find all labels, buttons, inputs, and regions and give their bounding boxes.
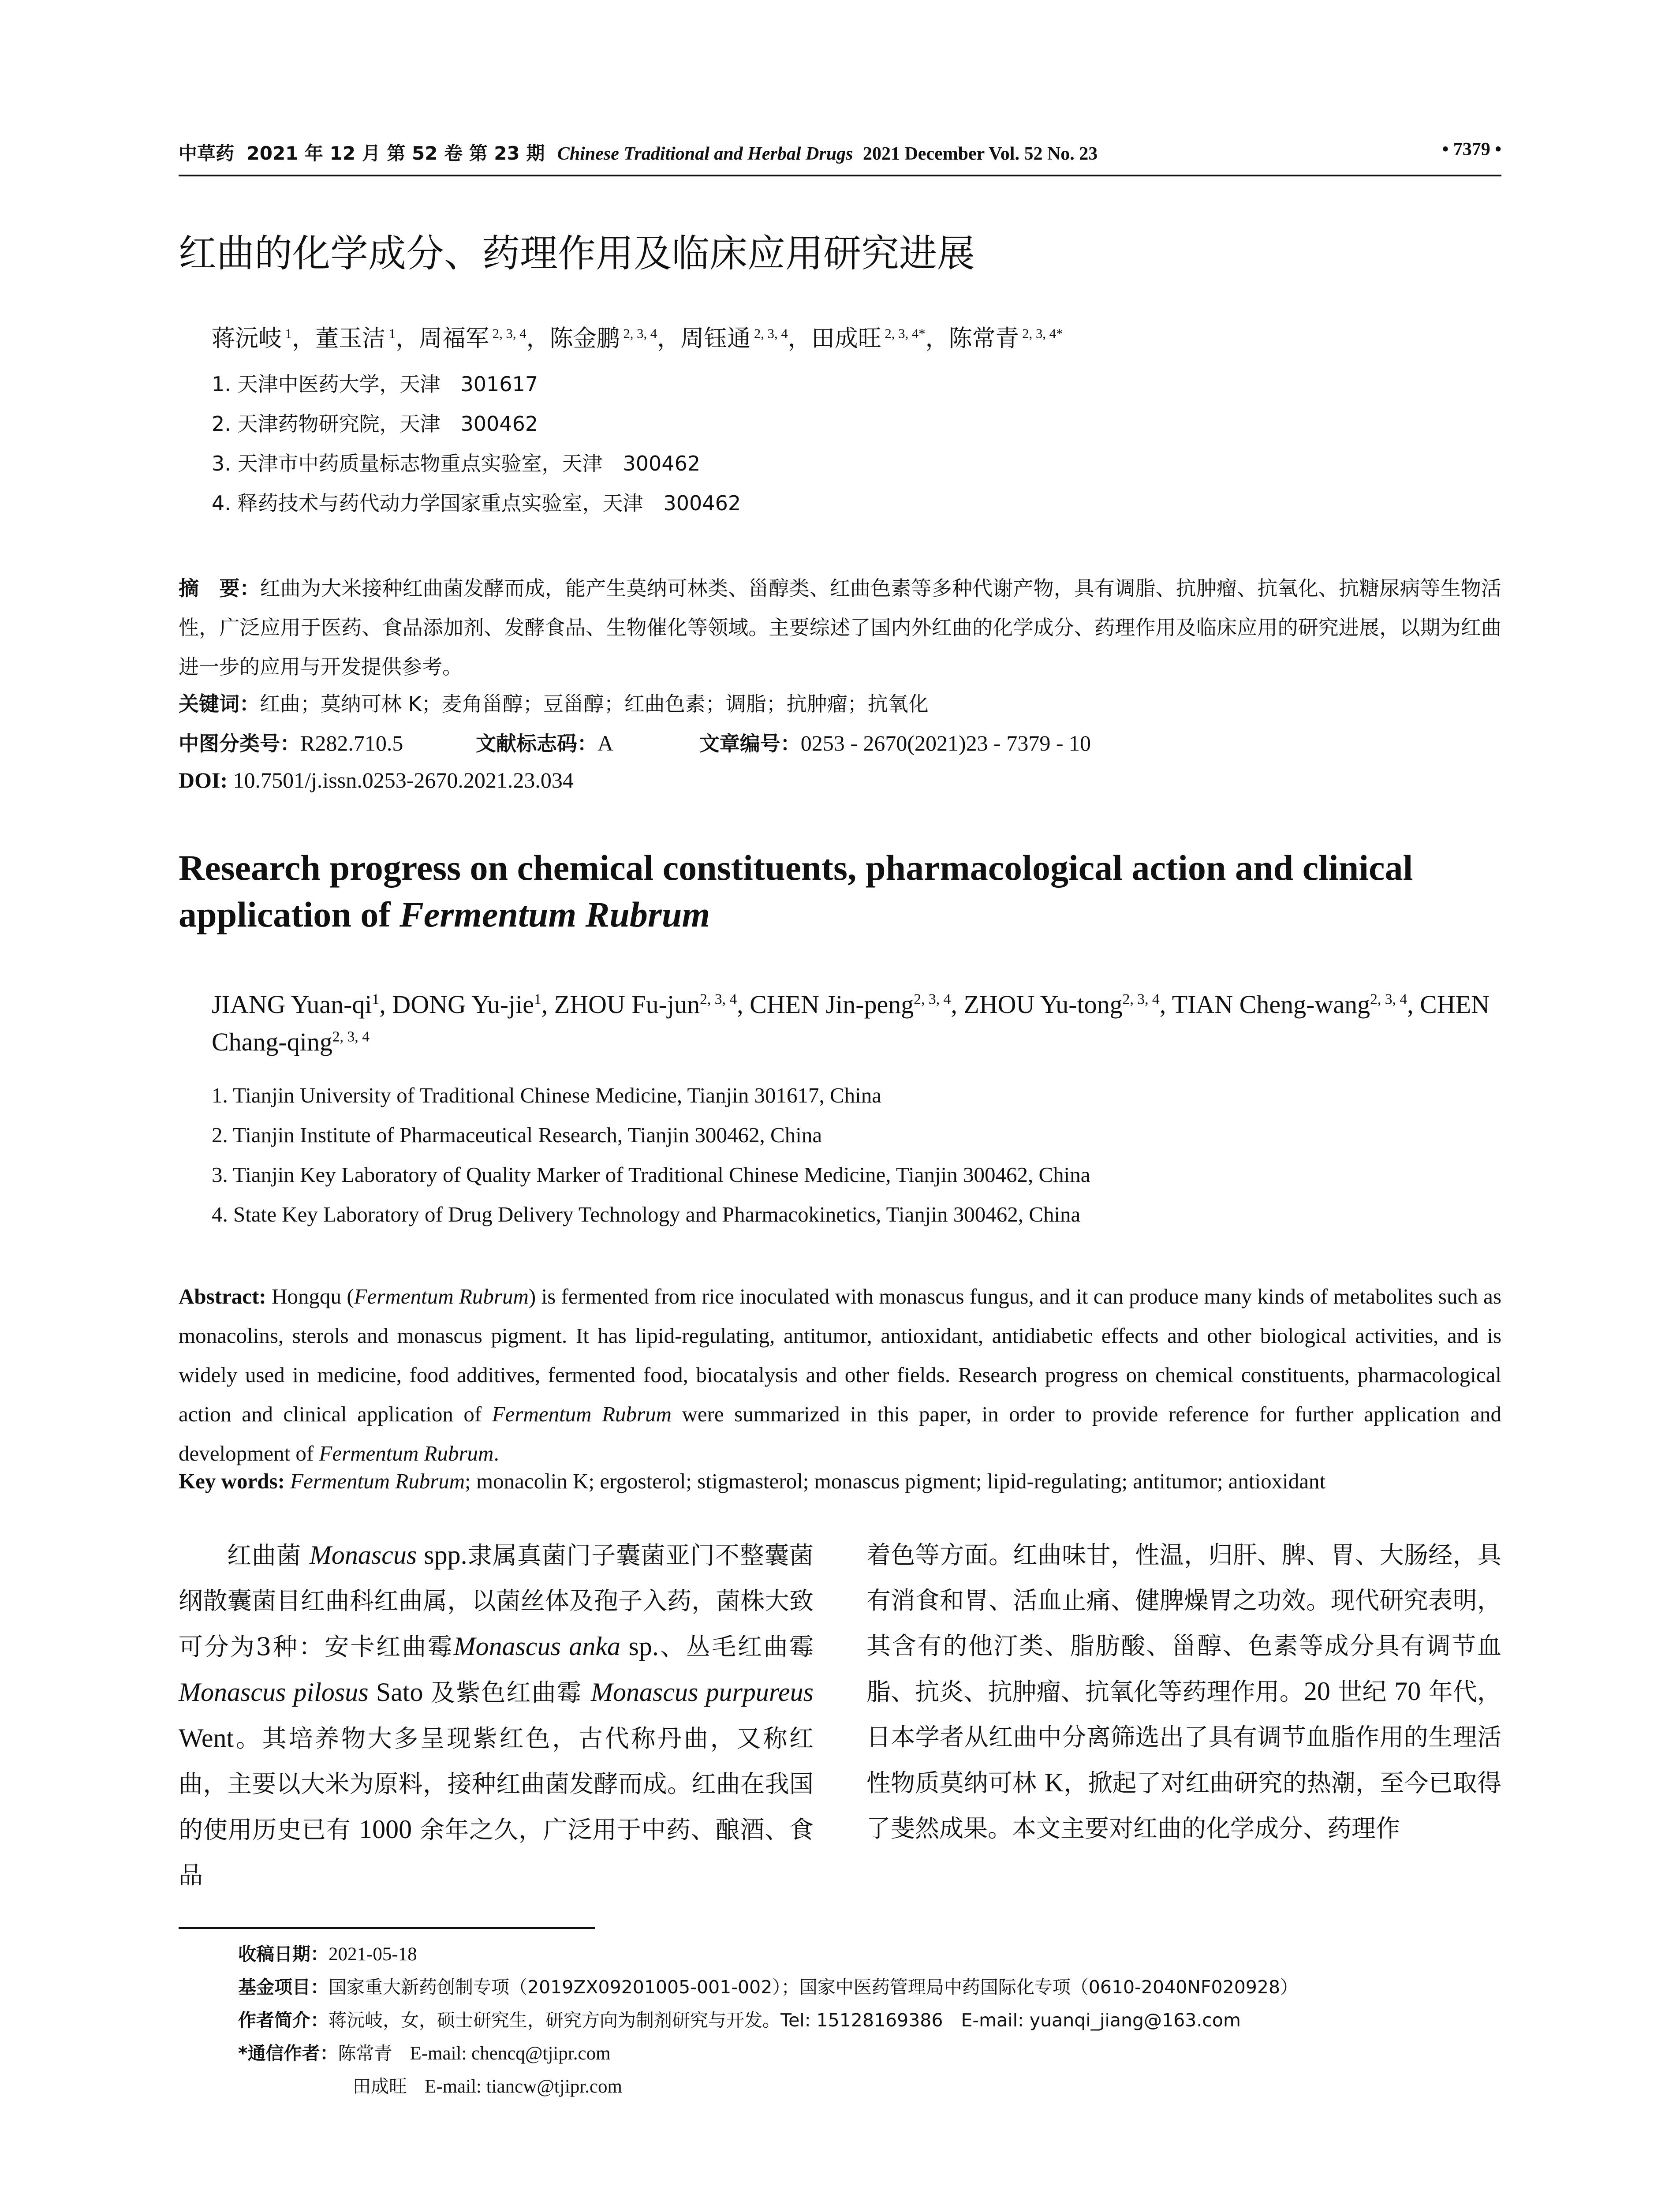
doccode-value: A	[597, 731, 614, 755]
abstract-italic-term: Fermentum Rubrum	[354, 1284, 529, 1308]
body-latin-text: spp.	[417, 1540, 467, 1570]
english-affiliation: 1. Tianjin University of Traditional Chinese Medicine, Tianjin 301617, China	[212, 1083, 882, 1107]
body-italic-term: Monascus anka	[453, 1632, 621, 1661]
author-affiliation-marker: 1	[385, 326, 396, 341]
body-latin-text: 70	[1394, 1677, 1421, 1706]
footnote-email: E-mail: chencq@tjipr.com	[410, 2043, 611, 2064]
body-text: ，掀起了对红曲研究的热潮，至今已取得了斐然成果。本文主要对红曲的化学成分、药理作	[866, 1769, 1501, 1842]
body-latin-text: K	[1044, 1768, 1064, 1797]
author-name-en: ZHOU Fu-jun	[554, 990, 700, 1019]
english-title	[179, 845, 1501, 938]
author-name-en: ZHOU Yu-tong	[963, 990, 1123, 1019]
chinese-keywords	[179, 688, 929, 717]
author-affiliation-marker: 2, 3, 4	[750, 326, 788, 341]
clc-label: 中图分类号：	[179, 732, 300, 755]
author-affiliation-marker: 1	[282, 326, 292, 341]
abstract-text-en: ) is fermented from rice inoculated with monascus fungus, and it can produce many kinds of metabolites such as monacolins, sterols and monascus pigment. It has lipid-regulating, antitumor, antioxidant, antidiabetic effects and other biological activities, and is widely used in medicine, food additives, fermented food, biocatalysis and other fields. Research progress on chemical constituents, pharmacological action and clinical application of	[179, 1284, 1501, 1426]
abstract-italic-term: Fermentum Rubrum	[492, 1402, 672, 1426]
chinese-title: 红曲的化学成分、药理作用及临床应用研究进展	[179, 232, 975, 276]
footnote-label: 基金项目：	[238, 1977, 329, 1998]
author-affiliation-marker: 2, 3, 4	[1370, 991, 1407, 1008]
body-latin-text: 1000	[359, 1815, 412, 1844]
page-number: • 7379 •	[1442, 139, 1501, 160]
author-name-cn: 周福军	[419, 325, 489, 352]
keywords-text-en: ; monacolin K; ergosterol; stigmasterol; monascus pigment; lipid-regulating; antitumor; antioxidant	[465, 1469, 1326, 1493]
english-keywords	[179, 1469, 1501, 1494]
english-affiliation: 4. State Key Laboratory of Drug Delivery Technology and Pharmacokinetics, Tianjin 300462, China	[212, 1202, 1081, 1226]
body-latin-text: Went	[179, 1723, 234, 1753]
abstract-label-en: Abstract:	[179, 1284, 266, 1308]
abstract-text-en: .	[493, 1441, 499, 1465]
author-name-cn: 陈金鹏	[549, 325, 620, 352]
doi-value: 10.7501/j.issn.0253-2670.2021.23.034	[233, 768, 574, 792]
journal-name-cn: 中草药	[179, 142, 235, 164]
body-column-right	[866, 1532, 1501, 1851]
author-affiliation-marker: 2, 3, 4	[1122, 991, 1160, 1008]
body-text: 余年之久，广泛用于中药、酿酒、食品	[179, 1816, 814, 1889]
author-name-en: TIAN Cheng-wang	[1172, 990, 1370, 1019]
footnote-bio	[238, 2006, 1241, 2032]
body-text: 世纪	[1330, 1678, 1395, 1706]
body-italic-term: Monascus	[309, 1540, 417, 1570]
footnote-value: 国家重大新药创制专项（2019ZX09201005-001-002）；国家中医药管理局中药国际化专项（0610-2040NF020928）	[329, 1977, 1299, 1998]
english-authors: JIANG Yuan-$qi^1$, DONG Yu-jie$^1$, ZHOU Fu-jun$^{2, 3, 4}$, CHEN Jin-peng$^{2, 3, 4}$, ZHOU Yu-tong$^{2, 3, 4}$, TIAN Cheng-wang$^{2, 3, 4}$, CHEN Chang-qing$^{2, 3, 4}$	[212, 990, 1490, 1056]
author-affiliation-marker: 2, 3, 4	[620, 326, 657, 341]
footnote-rule	[179, 1927, 595, 1929]
author-affiliation-marker: 2, 3, 4	[332, 1028, 370, 1045]
author-affiliation-marker: 2, 3, 4	[700, 991, 737, 1008]
footnote-email: E-mail: tiancw@tjipr.com	[425, 2076, 622, 2097]
article-value: 0253 - 2670(2021)23 - 7379 - 10	[800, 731, 1091, 755]
clc-value: R282.710.5	[300, 731, 403, 755]
chinese-affiliation: 3. 天津市中药质量标志物重点实验室，天津 300462	[212, 452, 701, 475]
author-affiliation-marker: 2, 3, 4	[489, 326, 526, 341]
footnote-value: 2021-05-18	[329, 1944, 417, 1965]
classification-line	[179, 728, 1091, 757]
body-italic-term: Monascus purpureus	[591, 1678, 814, 1707]
footnote-label: 作者简介：	[238, 2010, 329, 2031]
footnote-corresponding-2	[353, 2072, 622, 2098]
keywords-italic-term: Fermentum Rubrum	[290, 1469, 465, 1493]
footnote-value: 田成旺	[353, 2076, 407, 2097]
abstract-text-en: Hongqu (	[272, 1284, 354, 1308]
body-text: 。其培养物大多呈现紫红色，古代称丹曲，又称红曲，主要以大米为原料，接种红曲菌发酵而成。红曲在我国的使用历史已有	[179, 1724, 814, 1844]
author-affiliation-marker: 2, 3, 4*	[1019, 326, 1063, 341]
author-name-en: CHEN Chang-qing	[212, 990, 1490, 1056]
author-name-cn: 周钰通	[680, 325, 751, 352]
running-header	[179, 139, 1501, 165]
footnote-label: *通信作者：	[238, 2043, 338, 2064]
body-latin-text: Sato	[368, 1678, 431, 1707]
author-name-en: JIANG Yuan-qi	[212, 990, 372, 1019]
chinese-affiliation: 1. 天津中医药大学，天津 301617	[212, 372, 538, 396]
body-latin-text: 20	[1303, 1677, 1330, 1706]
footnote-fund	[238, 1973, 1298, 1999]
author-name-cn: 陈常青	[948, 325, 1019, 352]
author-name-cn: 蒋沅岐	[212, 325, 282, 352]
body-text: 着色等方面。红曲味甘，性温，归肝、脾、胃、大肠经，具有消食和胃、活血止痛、健脾燥胃之功效。现代研究表明，其含有的他汀类、脂肪酸、甾醇、色素等成分具有调节血脂、抗炎、抗肿瘤、抗氧化等药理作用。	[866, 1541, 1501, 1706]
issue-en: 2021 December Vol. 52 No. 23	[862, 144, 1098, 164]
body-column-left	[179, 1532, 814, 1898]
footnote-value: 陈常青	[338, 2043, 392, 2064]
english-affiliation: 2. Tianjin Institute of Pharmaceutical Research, Tianjin 300462, China	[212, 1123, 822, 1147]
body-text: 及紫色红曲霉	[430, 1678, 591, 1707]
issue-cn: 2021 年 12 月 第 52 卷 第 23 期	[246, 142, 545, 164]
author-name-en: CHEN Jin-peng	[750, 990, 914, 1019]
footnote-value: 蒋沅岐，女，硕士研究生，研究方向为制剂研究与开发。Tel: 15128169386 E-mail: yuanqi_jiang@163.com	[329, 2010, 1241, 2031]
abstract-italic-term: Fermentum Rubrum	[319, 1441, 494, 1465]
chinese-affiliation: 2. 天津药物研究院，天津 300462	[212, 412, 538, 436]
header-rule	[179, 175, 1501, 176]
doi-label: DOI:	[179, 768, 228, 792]
body-text: 隶属真菌门子囊菌亚门不整囊菌纲散囊菌目红曲科红曲属，以菌丝体及孢子入药，菌株大致可分为3种：安卡红曲霉	[179, 1541, 814, 1661]
footnote-label: 收稿日期：	[238, 1943, 329, 1965]
article-label: 文章编号：	[699, 732, 801, 755]
english-title-italic: Fermentum Rubrum	[399, 894, 710, 934]
english-abstract	[179, 1277, 1501, 1473]
chinese-authors: 蒋沅岐 $^1$，董玉洁 $^1$，周福军 $^{2, 3, 4}$，陈金鹏 $^{2, 3, 4}$，周钰通 $^{2, 3, 4}$，田成旺 $^{2, 3, 4*}$，陈常青 $^{2, 3, 4*}$	[212, 325, 1063, 352]
chinese-abstract	[179, 569, 1501, 687]
doi-line	[179, 767, 574, 793]
english-title-main: Research progress on chemical constituents, pharmacological action and clinical application of	[179, 848, 1413, 934]
body-text: 年代，日本学者从红曲中分离筛选出了具有调节血脂作用的生理活性物质莫纳可林	[866, 1678, 1501, 1797]
abstract-label-cn: 摘 要：	[179, 576, 260, 600]
abstract-text-en: were summarized in this paper, in order to provide reference for further application and development of	[179, 1402, 1501, 1465]
author-affiliation-marker: 2, 3, 4	[914, 991, 951, 1008]
author-name-cn: 田成旺	[811, 325, 881, 352]
footnote-corresponding	[238, 2039, 611, 2065]
journal-name-en: Chinese Traditional and Herbal Drugs	[557, 144, 853, 164]
body-text: 、丛毛红曲霉	[658, 1633, 814, 1661]
body-italic-term: Monascus pilosus	[179, 1678, 369, 1707]
author-affiliation-marker: 2, 3, 4*	[881, 326, 926, 341]
footnote-received	[238, 1940, 417, 1966]
chinese-affiliation: 4. 释药技术与药代动力学国家重点实验室，天津 300462	[212, 491, 741, 515]
english-affiliation: 3. Tianjin Key Laboratory of Quality Marker of Traditional Chinese Medicine, Tianjin 300462, China	[212, 1162, 1090, 1187]
abstract-text-cn: 红曲为大米接种红曲菌发酵而成，能产生莫纳可林类、甾醇类、红曲色素等多种代谢产物，具有调脂、抗肿瘤、抗氧化、抗糖尿病等生物活性，广泛应用于医药、食品添加剂、发酵食品、生物催化等领域。主要综述了国内外红曲的化学成分、药理作用及临床应用的研究进展，以期为红曲进一步的应用与开发提供参考。	[179, 576, 1501, 679]
author-affiliation-marker: 1	[372, 991, 380, 1008]
author-name-en: DONG Yu-jie	[392, 990, 534, 1019]
keywords-label-en: Key words:	[179, 1469, 285, 1493]
doccode-label: 文献标志码：	[475, 732, 597, 755]
keywords-label-cn: 关键词：	[179, 692, 260, 716]
body-text: 红曲菌	[227, 1541, 310, 1570]
body-latin-text: sp.	[620, 1632, 659, 1661]
keywords-text-cn: 红曲；莫纳可林 K；麦角甾醇；豆甾醇；红曲色素；调脂；抗肿瘤；抗氧化	[260, 692, 929, 716]
author-affiliation-marker: 1	[534, 991, 541, 1008]
author-name-cn: 董玉洁	[315, 325, 386, 352]
